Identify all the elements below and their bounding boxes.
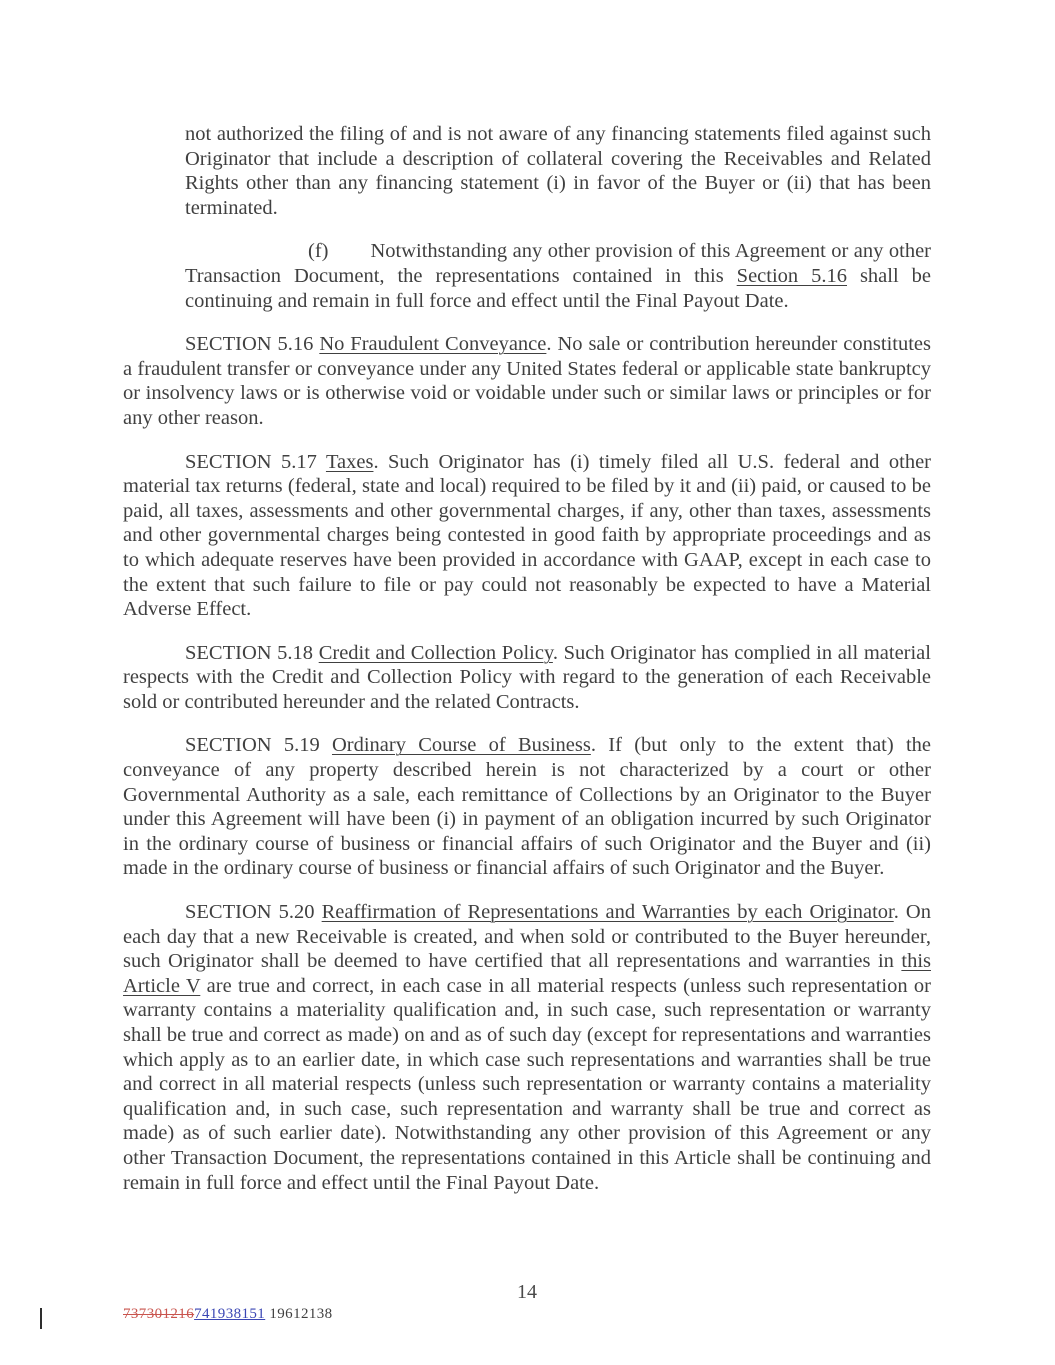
paragraph-section-5-16 (123, 332, 931, 430)
text-segment: Ordinary Course of Business (331, 734, 591, 757)
text-segment: SECTION 5.17 (185, 450, 326, 473)
text-segment: Taxes (325, 450, 374, 473)
text-segment: this Article V (123, 950, 931, 997)
text-segment: are true and correct, in each case in all material respects (unless such representation or warranty contains a materiality qualification and, in such case, such representation or warranty shall be true and correct as made) on and as of such day (except for representations and warranties which apply as to an earlier date, in which case such representations and warranties shall be true and correct in all material respects (unless such representation or warranty contains a materiality qualification and, in such case, such representation and warranty shall be true and correct as made) as of such earlier date). Notwithstanding any other provision of this Agreement or any other Transaction Document, the representations contained in this Article shall be continuing and remain in full force and effect until the Final Payout Date. (123, 974, 931, 1194)
document-body (123, 122, 931, 1195)
text-segment: Section 5.16 (736, 264, 847, 287)
paragraph-continuation (185, 122, 931, 220)
paragraph-section-5-19 (123, 733, 931, 881)
text-segment: shall be continuing and remain in full force and effect until the Final Payout Date. (185, 264, 931, 312)
text-segment: Credit and Collection Policy (318, 641, 553, 664)
text-segment: (f) (308, 240, 329, 263)
paragraph-section-5-17 (123, 450, 931, 622)
text-segment: . Such Originator has (i) timely filed all U.S. federal and other material tax returns (federal, state and local) required to be filed by it and (ii) paid, or caused to be paid, all taxes, assessments and other governmental charges, if any, other than taxes, assessments and other governmental charges being contested in good faith by appropriate proceedings and as to which adequate reserves have been provided in accordance with GAAP, except in each case to the extent that such failure to file or pay could not reasonably be expected to have a Material Adverse Effect. (123, 450, 931, 621)
text-segment: not authorized the filing of and is not aware of any financing statements filed against such Originator that include a description of collateral covering the Receivables and Related Rights other than any financing statement (i) in favor of the Buyer or (ii) that has been terminated. (185, 123, 931, 219)
text-segment: . Such Originator has complied in all material respects with the Credit and Collection Policy with regard to the generation of each Receivable sold or contributed hereunder and the related Contracts. (123, 641, 931, 713)
text-segment: SECTION 5.19 (185, 734, 332, 757)
page-number: 14 (517, 1281, 537, 1303)
text-segment: . On each day that a new Receivable is created, and when sold or contributed to the Buyer hereunder, such Originator shall be deemed to have certified that all representations and warranties in (123, 901, 931, 973)
paragraph-section-5-20 (123, 900, 931, 1195)
paragraph-clause-f (185, 239, 931, 313)
footer-id-code: 19612138 (269, 1306, 333, 1322)
text-segment: SECTION 5.20 (185, 901, 322, 924)
text-segment: SECTION 5.18 (185, 641, 319, 664)
text-segment: Notwithstanding any other provision of this Agreement or any other Transaction Document, the representations contained in this (185, 240, 931, 287)
text-segment: No Fraudulent Conveyance (319, 333, 547, 356)
text-segment: . If (but only to the extent that) the conveyance of any property described herein is not characterized by a court or other Governmental Authority as a sale, each remittance of Collections by an Originator to the Buyer under this Agreement will have been (i) in payment of an obligation incurred by such Originator in the ordinary course of business or financial affairs of such Originator and the Buyer and (ii) made in the ordinary course of business or financial affairs of such Originator and the Buyer. (123, 734, 932, 880)
revision-change-bar (40, 1308, 42, 1329)
text-segment: Reaffirmation of Representations and Warranties by each Originator (321, 901, 894, 924)
footer-document-ids (123, 1306, 333, 1323)
text-segment: SECTION 5.16 (185, 333, 320, 356)
paragraph-section-5-18 (123, 641, 931, 715)
footer-id-old: 737301216 (123, 1306, 195, 1322)
footer-id-new: 741938151 (194, 1306, 266, 1322)
text-segment: . No sale or contribution hereunder constitutes a fraudulent transfer or conveyance under any United States federal or applicable state bankruptcy or insolvency laws or is otherwise void or voidable under such or similar laws or principles or for any other reason. (123, 333, 931, 429)
